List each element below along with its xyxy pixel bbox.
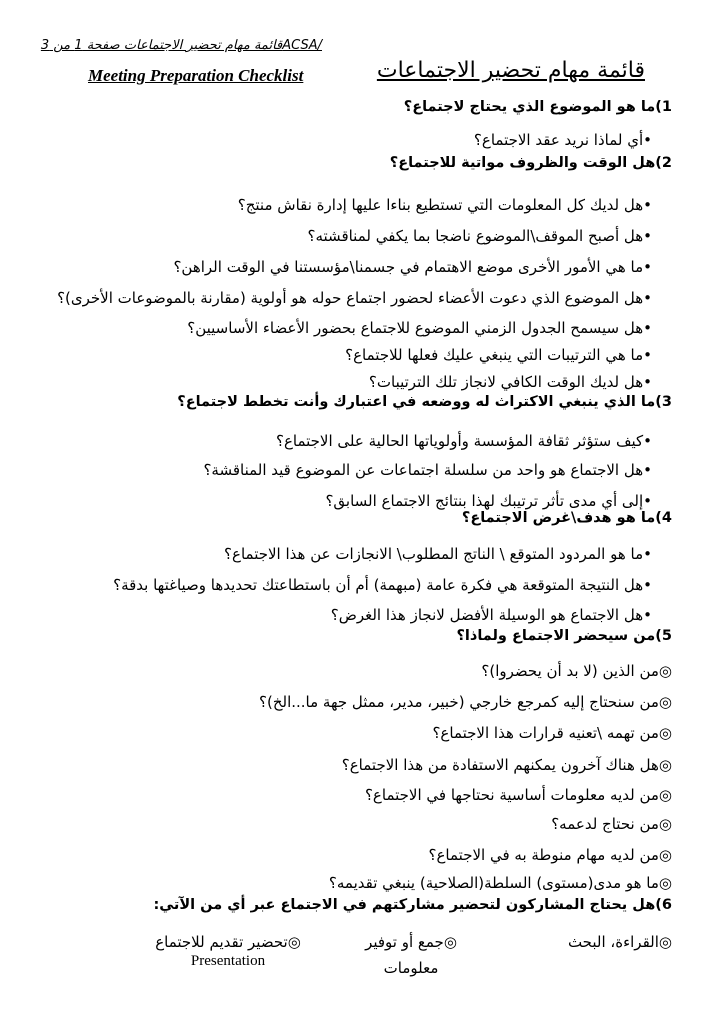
bullet-item: •هل لديك كل المعلومات التي تستطيع بناءا عليها إدارة نقاش منتج؟ <box>237 196 652 214</box>
option-label: ◎القراءة، البحث <box>567 933 672 951</box>
bullet-item: •هل الاجتماع هو الوسيلة الأفضل لانجاز هذا الغرض؟ <box>330 606 652 624</box>
section-number: 1 <box>661 99 672 115</box>
bullet-item: ◎من تهمه \تعنيه قرارات هذا الاجتماع؟ <box>432 724 672 742</box>
question-text: ما هو هدف\غرض الاجتماع؟ <box>461 510 656 526</box>
bullet-item: ◎من لديه مهام منوطة به في الاجتماع؟ <box>428 846 672 864</box>
bullet-item: •هل الموضوع الذي دعوت الأعضاء لحضور اجتماع حوله هو أولوية (مقارنة بالموضوعات الأخرى)؟ <box>57 289 652 307</box>
bullet-item: ◎من سنحتاج إليه كمرجع خارجي (خبير، مدير، ممثل جهة ما...الخ)؟ <box>259 693 672 711</box>
bullet-item: •هل لديك الوقت الكافي لانجاز تلك الترتيبات؟ <box>368 373 652 391</box>
section-number: 2 <box>661 155 672 171</box>
section-4-question: 4)ما هو هدف\غرض الاجتماع؟ <box>461 510 672 526</box>
bullet-item: ◎هل هناك آخرون يمكنهم الاستفادة من هذا الاجتماع؟ <box>341 756 672 774</box>
bullet-item: ◎ما هو مدى(مستوى) السلطة(الصلاحية) ينبغي تقديمه؟ <box>328 874 672 892</box>
title-english: Meeting Preparation Checklist <box>88 66 304 85</box>
title-arabic: قائمة مهام تحضير الاجتماعات <box>376 58 645 83</box>
section-number: 6 <box>661 897 672 913</box>
question-text: ما هو الموضوع الذي يحتاج لاجتماع؟ <box>403 99 656 115</box>
section-6-question: 6)هل يحتاج المشاركون لتحضير مشاركتهم في الاجتماع عبر أي من الآتي: <box>153 897 672 913</box>
section-3-question: 3)ما الذي ينبغي الاكتراث له ووضعه في اعتبارك وأنت تخطط لاجتماع؟ <box>177 394 672 410</box>
option-label-english: Presentation <box>190 953 266 969</box>
question-text: هل يحتاج المشاركون لتحضير مشاركتهم في الاجتماع عبر أي من الآتي: <box>153 897 656 913</box>
option-reading <box>568 933 672 951</box>
question-text: من سيحضر الاجتماع ولماذا؟ <box>456 628 656 644</box>
bullet-item: •هل النتيجة المتوقعة هي فكرة عامة (مبهمة) أم أن باستطاعتك تحديدها وصياغتها بدقة؟ <box>113 576 652 594</box>
bullet-item: ◎من لديه معلومات أساسية نحتاجها في الاجتماع؟ <box>364 786 672 804</box>
option-gather-info <box>346 933 476 977</box>
org-code: ACSA/ <box>282 38 322 53</box>
option-label-line2: معلومات <box>383 959 439 977</box>
bullet-item: •ما هي الأمور الأخرى موضع الاهتمام في جسمنا\مؤسستنا في الوقت الراهن؟ <box>173 258 652 276</box>
bullet-item: •أي لماذا نريد عقد الاجتماع؟ <box>473 131 652 149</box>
bullet-item: •ما هو المردود المتوقع \ الناتج المطلوب\ الانجازات عن هذا الاجتماع؟ <box>224 545 652 563</box>
page-label: قائمة مهام تحضير الاجتماعات صفحة 1 من 3 <box>40 38 283 53</box>
bullet-item: •هل أصبح الموقف\الموضوع ناضجا بما يكفي لمناقشته؟ <box>307 227 652 245</box>
question-text: ما الذي ينبغي الاكتراث له ووضعه في اعتبارك وأنت تخطط لاجتماع؟ <box>177 394 656 410</box>
option-label: ◎تحضير تقديم للاجتماع <box>155 933 301 951</box>
page-header <box>0 38 322 53</box>
option-presentation <box>133 933 323 970</box>
bullet-item: •هل سيسمح الجدول الزمني الموضوع للاجتماع بحضور الأعضاء الأساسيين؟ <box>187 319 652 337</box>
section-2-question: 2)هل الوقت والظروف مواتية للاجتماع؟ <box>389 155 672 171</box>
question-text: هل الوقت والظروف مواتية للاجتماع؟ <box>389 155 656 171</box>
bullet-item: ◎من نحتاج لدعمه؟ <box>551 815 672 833</box>
bullet-item: ◎من الذين (لا بد أن يحضروا)؟ <box>481 662 672 680</box>
section-number: 5 <box>661 628 672 644</box>
section-5-question: 5)من سيحضر الاجتماع ولماذا؟ <box>456 628 672 644</box>
section-1-question: 1)ما هو الموضوع الذي يحتاج لاجتماع؟ <box>403 99 672 115</box>
section-number: 4 <box>661 510 672 526</box>
bullet-item: •كيف ستؤثر ثقافة المؤسسة وأولوياتها الحالية على الاجتماع؟ <box>275 432 652 450</box>
bullet-item: •هل الاجتماع هو واحد من سلسلة اجتماعات عن الموضوع قيد المناقشة؟ <box>203 461 652 479</box>
section-number: 3 <box>661 394 672 410</box>
bullet-item: •إلى أي مدى تأثر ترتيبك لهذا بنتائج الاجتماع السابق؟ <box>325 492 652 510</box>
option-label: ◎جمع أو توفير <box>365 933 457 951</box>
bullet-item: •ما هي الترتيبات التي ينبغي عليك فعلها للاجتماع؟ <box>345 346 652 364</box>
